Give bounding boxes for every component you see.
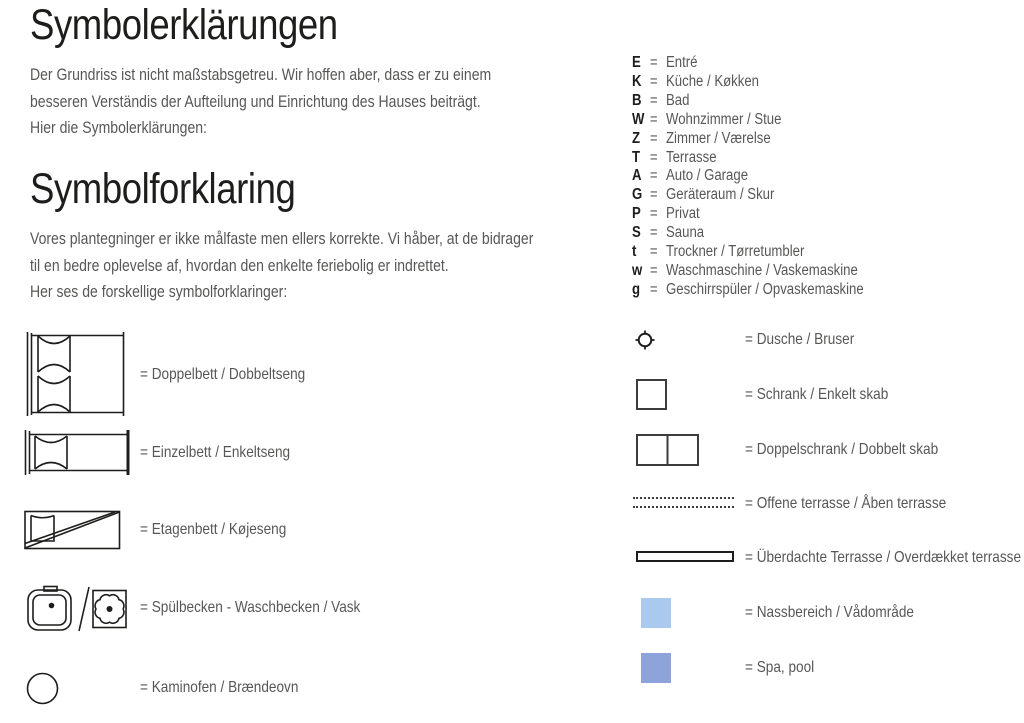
abbreviation-letter: K (632, 73, 642, 91)
equals-sign: = (649, 54, 658, 72)
abbreviation-row (632, 261, 864, 280)
abbreviation-row (632, 167, 864, 186)
abbreviation-label: Terrasse (666, 148, 717, 166)
danish-paragraph-line: Her ses de forskellige symbolforklaringer: (30, 283, 288, 301)
abbreviation-letter: S (632, 224, 641, 242)
wet-area-icon (641, 598, 671, 628)
equals-sign: = (649, 186, 658, 204)
equals-sign: = (649, 73, 658, 91)
covered-terrace-label: = Überdachte Terrasse / Overdækket terrasse (745, 549, 1022, 566)
equals-sign: = (649, 242, 658, 260)
abbreviation-letter: w (632, 261, 643, 279)
equals-sign: = (649, 92, 658, 110)
abbreviation-label: Sauna (666, 224, 705, 242)
abbreviation-letter: P (632, 205, 641, 223)
abbreviation-row (632, 111, 864, 130)
bunk-bed-label: = Etagenbett / Køjeseng (140, 521, 287, 538)
danish-paragraph-line: til en bedre oplevelse af, hvordan den enkelte feriebolig er indrettet. (30, 256, 449, 275)
abbreviation-label: Trockner / Tørretumbler (666, 242, 805, 260)
covered-terrace-icon (636, 551, 734, 562)
abbreviation-label: Geschirrspüler / Opvaskemaskine (666, 280, 864, 298)
abbreviation-row (632, 205, 864, 224)
open-terrace-icon (633, 497, 734, 508)
abbreviation-row (632, 280, 864, 299)
spa-pool-label: = Spa, pool (745, 659, 815, 676)
abbreviation-label: Auto / Garage (666, 167, 749, 185)
single-bed-label: = Einzelbett / Enkeltseng (140, 444, 291, 461)
single-bed-icon (23, 430, 133, 475)
abbreviation-row (632, 242, 864, 261)
equals-sign: = (649, 205, 658, 223)
abbreviation-label: Wohnzimmer / Stue (666, 110, 782, 128)
equals-sign: = (649, 129, 658, 147)
equals-sign: = (649, 167, 658, 185)
abbreviation-letter: t (632, 242, 637, 260)
german-paragraph-line: besseren Verständis der Aufteilung und Einrichtung des Hauses beiträgt. (30, 92, 481, 111)
danish-paragraph (30, 226, 622, 306)
abbreviation-letter: A (632, 167, 642, 185)
double-closet-icon (636, 434, 699, 466)
abbreviation-letter: W (632, 110, 645, 128)
spa-pool-icon (641, 653, 671, 683)
abbreviation-row (632, 73, 864, 92)
sink-washbasin-icon (27, 585, 127, 633)
german-paragraph-line: Der Grundriss ist nicht maßstabsgetreu. Wir hoffen aber, dass er zu einem (30, 66, 492, 84)
abbreviation-label: Entré (666, 54, 698, 72)
wet-area-label: = Nassbereich / Vådområde (745, 604, 914, 621)
double-closet-label: = Doppelschrank / Dobbelt skab (745, 441, 939, 458)
single-closet-icon (636, 379, 667, 410)
abbreviation-letter: Z (632, 129, 641, 147)
abbreviation-letter: g (632, 280, 641, 298)
equals-sign: = (649, 148, 658, 166)
wood-stove-icon (26, 672, 59, 705)
abbreviation-label: Waschmaschine / Vaskemaskine (666, 261, 858, 279)
abbreviation-label: Zimmer / Værelse (666, 129, 771, 147)
danish-title: Symbolforklaring (30, 165, 296, 213)
wood-stove-label: = Kaminofen / Brændeovn (140, 679, 299, 696)
bunk-bed-icon (24, 510, 121, 550)
abbreviation-row (632, 129, 864, 148)
abbreviation-label: Küche / Køkken (666, 73, 760, 91)
abbreviation-list (632, 54, 905, 299)
shower-icon (635, 330, 655, 350)
open-terrace-label: = Offene terrasse / Åben terrasse (745, 495, 947, 512)
equals-sign: = (649, 110, 658, 128)
abbreviation-row (632, 148, 864, 167)
abbreviation-label: Geräteraum / Skur (666, 186, 775, 204)
equals-sign: = (649, 261, 658, 279)
abbreviation-row (632, 224, 864, 243)
abbreviation-label: Bad (666, 92, 690, 110)
abbreviation-letter: E (632, 54, 641, 72)
abbreviation-label: Privat (666, 205, 700, 223)
double-bed-icon (25, 332, 127, 416)
abbreviation-letter: T (632, 148, 641, 166)
danish-paragraph-line: Vores plantegninger er ikke målfaste men ellers korrekte. Vi håber, at de bidrager (30, 230, 534, 248)
abbreviation-letter: B (632, 92, 642, 110)
abbreviation-row (632, 92, 864, 111)
double-bed-label: = Doppelbett / Dobbeltseng (140, 366, 306, 383)
german-title: Symbolerklärungen (30, 1, 338, 49)
abbreviation-row (632, 186, 864, 205)
german-paragraph (30, 62, 573, 142)
abbreviation-row (632, 54, 864, 73)
sink-washbasin-label: = Spülbecken - Waschbecken / Vask (140, 599, 361, 616)
equals-sign: = (649, 280, 658, 298)
single-closet-label: = Schrank / Enkelt skab (745, 386, 889, 403)
shower-label: = Dusche / Bruser (745, 331, 855, 348)
equals-sign: = (649, 224, 658, 242)
german-paragraph-line: Hier die Symbolerklärungen: (30, 119, 207, 137)
abbreviation-letter: G (632, 186, 643, 204)
